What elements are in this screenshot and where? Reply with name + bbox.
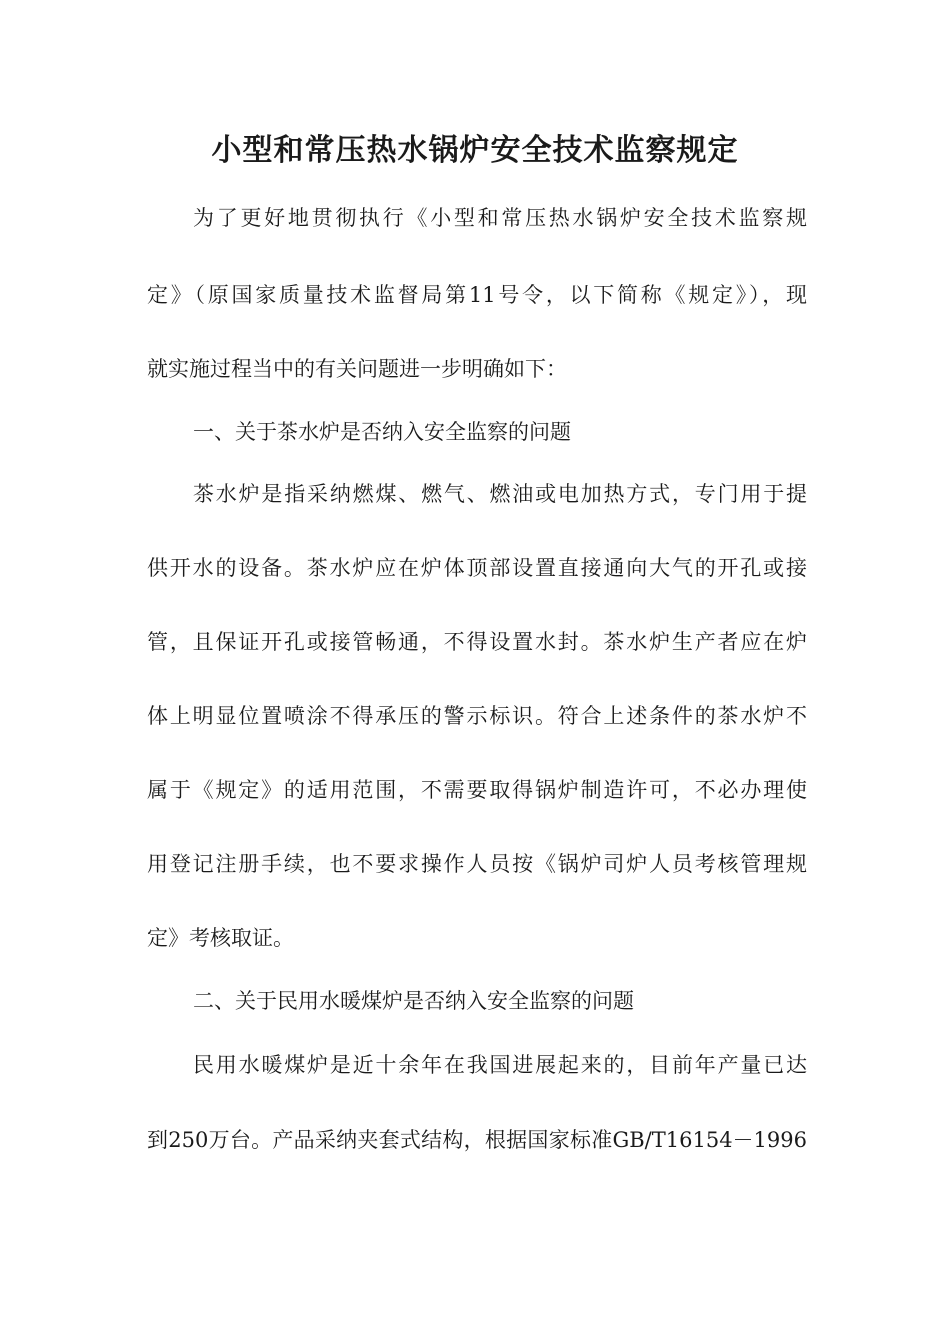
section-1-line-5: 属于《规定》的适用范围，不需要取得锅炉制造许可，不必办理使: [147, 778, 807, 802]
section-2-heading: 二、关于民用水暖煤炉是否纳入安全监察的问题: [193, 989, 634, 1013]
section-1-line-6: 用登记注册手续，也不要求操作人员按《锅炉司炉人员考核管理规: [147, 852, 807, 876]
section-1-heading: 一、关于茶水炉是否纳入安全监察的问题: [193, 420, 571, 444]
section-1-line-2: 供开水的设备。茶水炉应在炉体顶部设置直接通向大气的开孔或接: [147, 556, 807, 580]
section-1-line-1: 茶水炉是指采纳燃煤、燃气、燃油或电加热方式，专门用于提: [193, 482, 807, 506]
intro-line-1: 为了更好地贯彻执行《小型和常压热水锅炉安全技术监察规: [193, 206, 807, 230]
intro-line-2: 定》（原国家质量技术监督局第11号令，以下简称《规定》），现: [147, 283, 807, 307]
intro-line-3: 就实施过程当中的有关问题进一步明确如下：: [147, 357, 567, 381]
section-1-line-7: 定》考核取证。: [147, 926, 294, 950]
section-1-line-3: 管，且保证开孔或接管畅通，不得设置水封。茶水炉生产者应在炉: [147, 630, 807, 654]
section-1-line-4: 体上明显位置喷涂不得承压的警示标识。符合上述条件的茶水炉不: [147, 704, 807, 728]
document-title: 小型和常压热水锅炉安全技术监察规定: [211, 133, 739, 168]
section-2-line-2: 到250万台。产品采纳夹套式结构，根据国家标准GB/T16154－1996: [147, 1128, 807, 1152]
section-2-line-1: 民用水暖煤炉是近十余年在我国进展起来的，目前年产量已达: [193, 1053, 807, 1077]
